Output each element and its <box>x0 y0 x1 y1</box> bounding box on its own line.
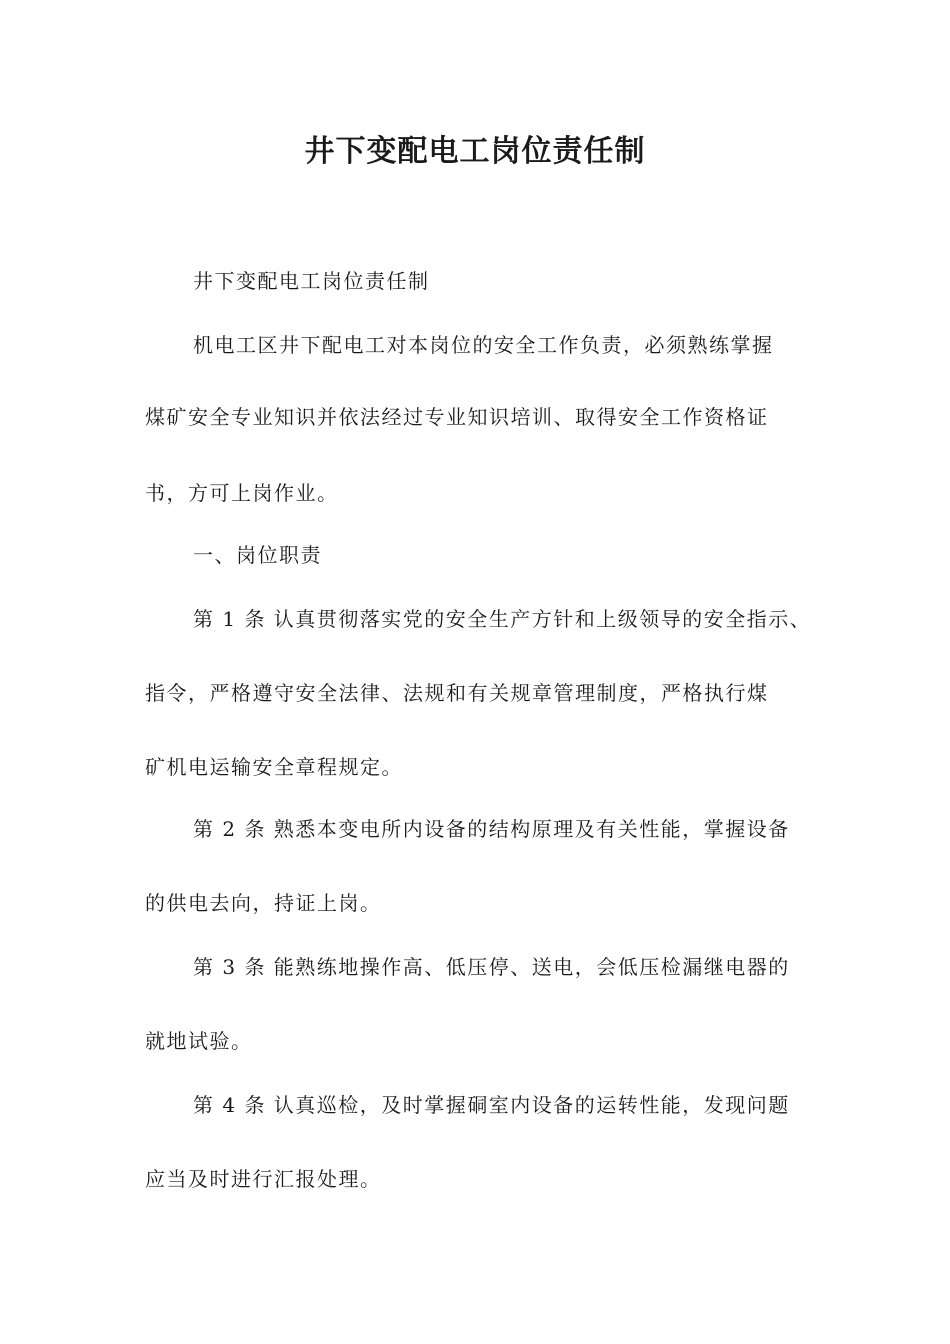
paragraph-line: 第 1 条 认真贯彻落实党的安全生产方针和上级领导的安全指示、 <box>193 607 812 631</box>
section-heading: 一、岗位职责 <box>193 543 322 567</box>
paragraph-line: 就地试验。 <box>145 1029 253 1053</box>
paragraph-line: 的供电去向，持证上岗。 <box>145 891 382 915</box>
document-title: 井下变配电工岗位责任制 <box>304 134 646 169</box>
paragraph-line: 应当及时进行汇报处理。 <box>145 1167 382 1191</box>
paragraph-line: 指令，严格遵守安全法律、法规和有关规章管理制度，严格执行煤 <box>145 681 769 705</box>
paragraph-line: 第 4 条 认真巡检，及时掌握硐室内设备的运转性能，发现问题 <box>193 1093 790 1117</box>
paragraph-line: 矿机电运输安全章程规定。 <box>145 755 403 779</box>
paragraph-line: 书，方可上岗作业。 <box>145 481 339 505</box>
paragraph-line: 第 2 条 熟悉本变电所内设备的结构原理及有关性能，掌握设备 <box>193 817 790 841</box>
paragraph-line: 机电工区井下配电工对本岗位的安全工作负责，必须熟练掌握 <box>193 333 774 357</box>
paragraph-line: 煤矿安全专业知识并依法经过专业知识培训、取得安全工作资格证 <box>145 405 769 429</box>
subtitle-line: 井下变配电工岗位责任制 <box>193 269 430 293</box>
paragraph-line: 第 3 条 能熟练地操作高、低压停、送电，会低压检漏继电器的 <box>193 955 790 979</box>
